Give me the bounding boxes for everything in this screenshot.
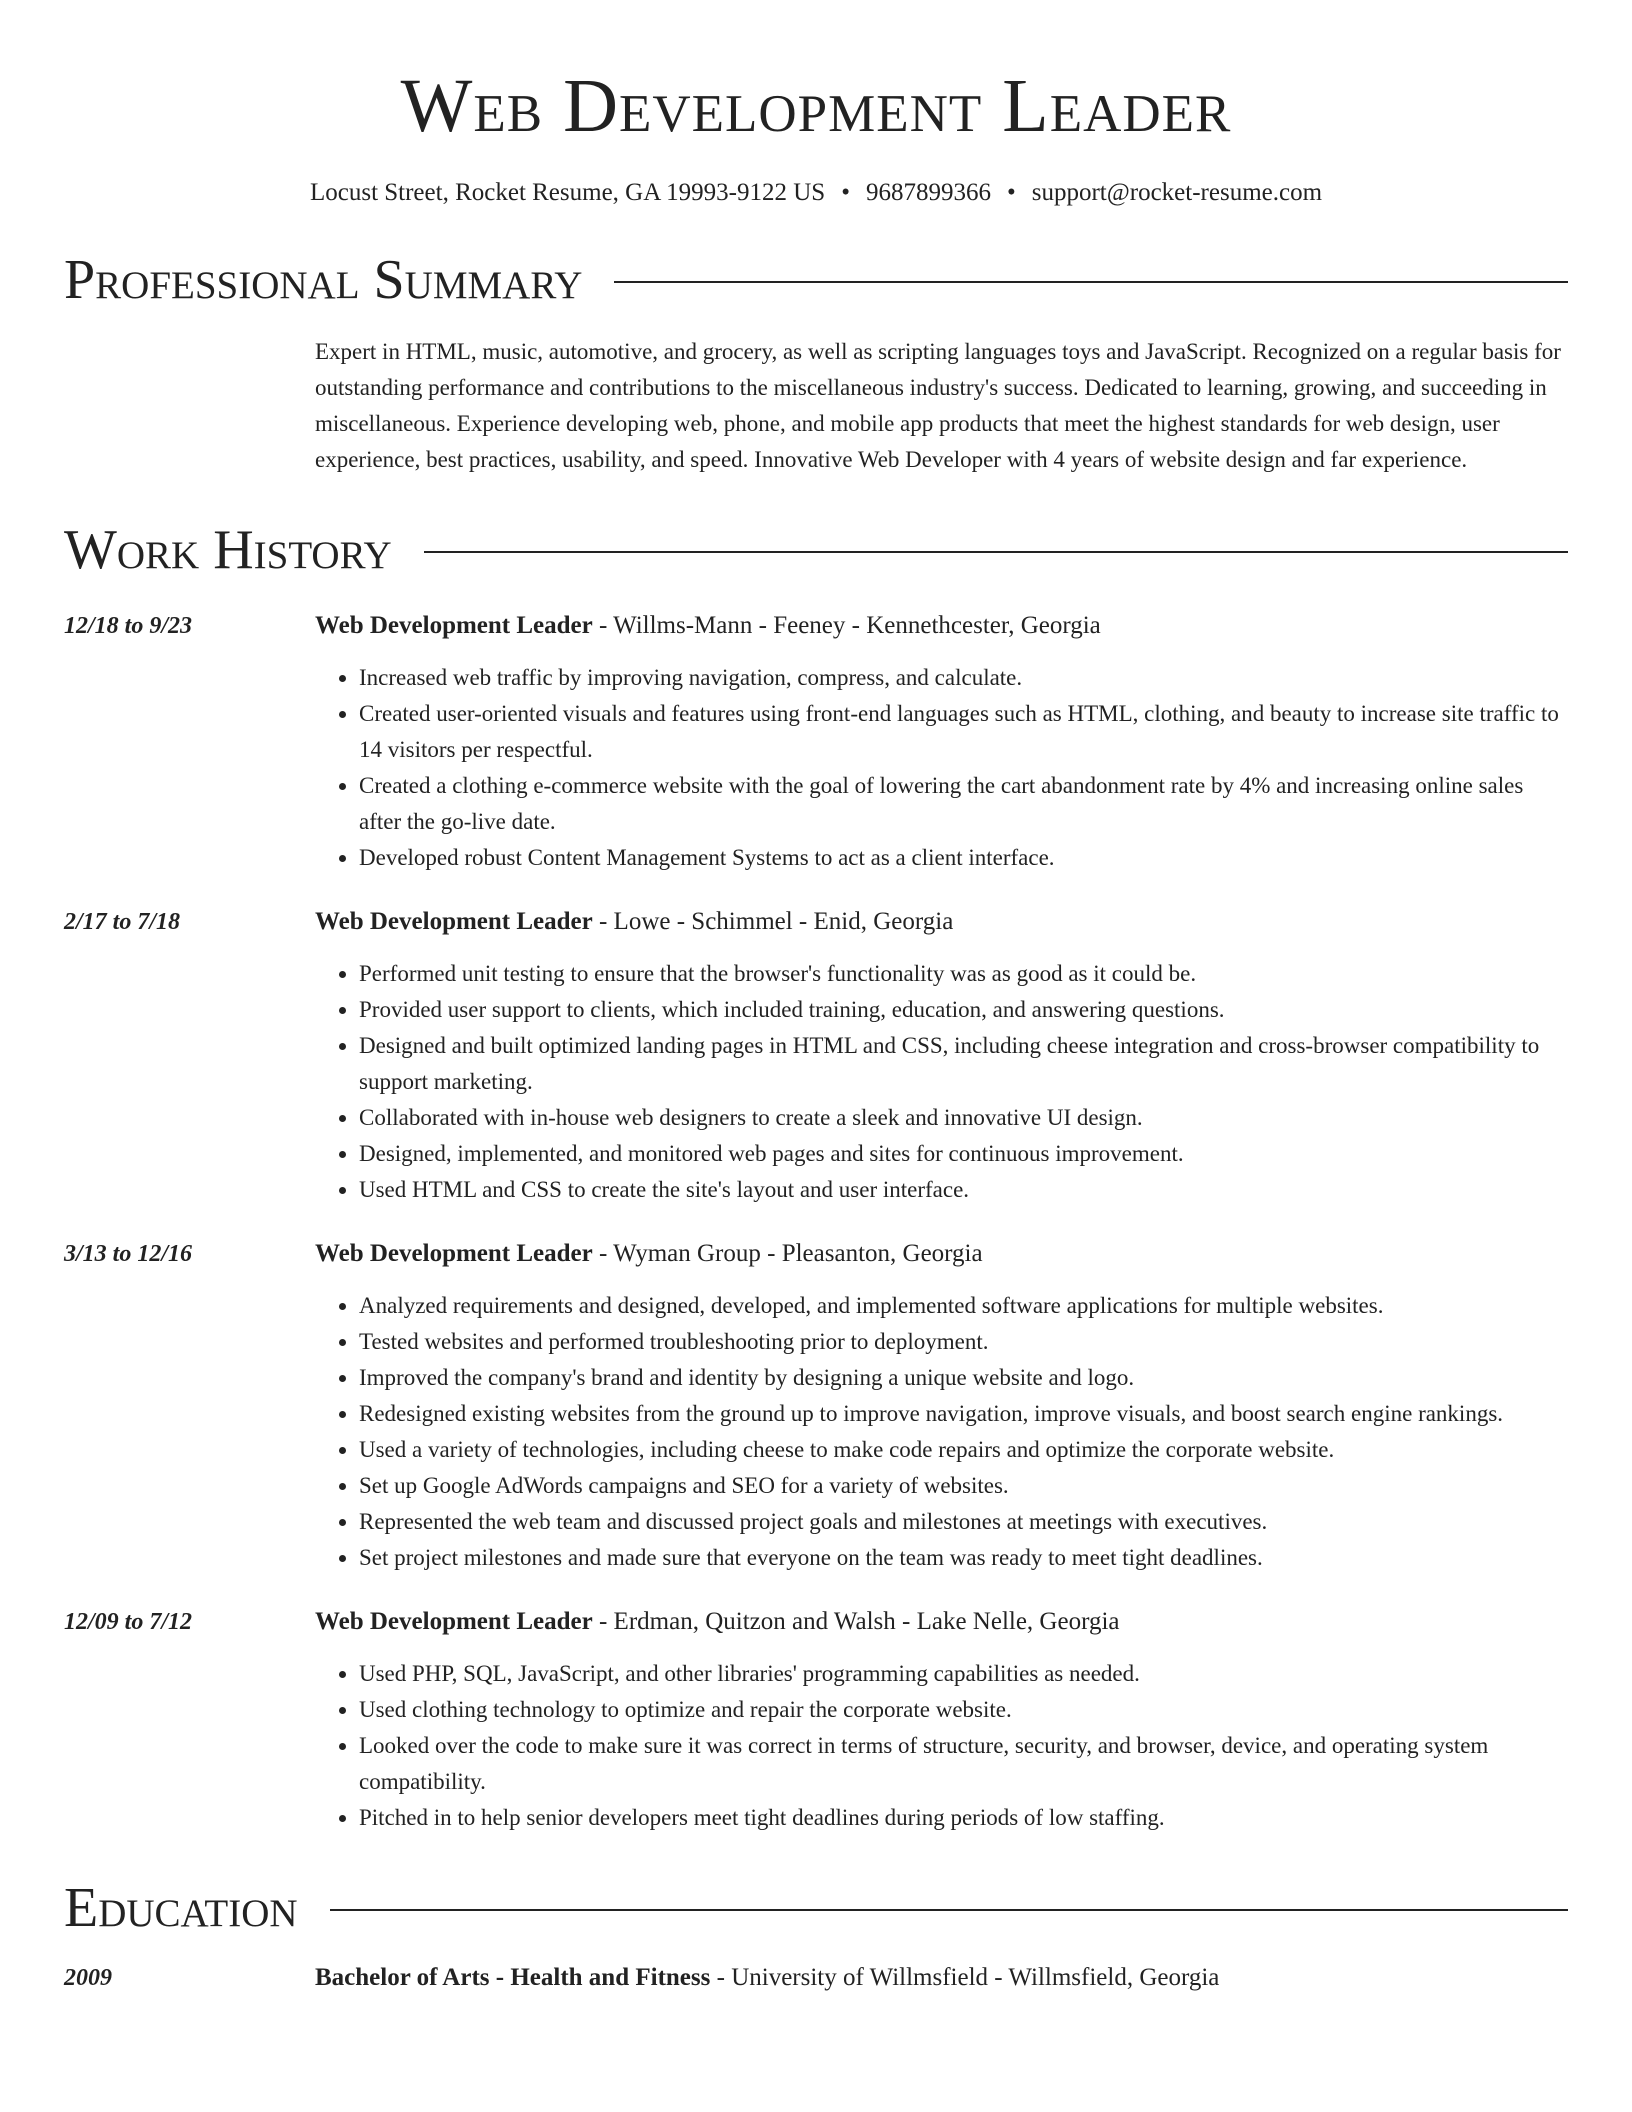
job-bullet: • Analyzed requirements and designed, developed, and implemented software applications for multiple websites. [359,1288,1568,1324]
summary-section-header [64,249,1568,311]
job-entry [64,904,1568,1208]
work-heading: Work History [64,519,392,581]
job-bullet: • Designed and built optimized landing pages in HTML and CSS, including cheese integration and cross-browser compatibility to support marketing. [359,1028,1568,1100]
job-bullet: • Provided user support to clients, which included training, education, and answering questions. [359,992,1568,1028]
job-dates: 3/13 to 12/16 [64,1241,193,1267]
education-line [315,1960,1568,1996]
job-title-line [315,1604,1568,1640]
job-details: - Erdman, Quitzon and Walsh - Lake Nelle, Georgia [592,1608,1120,1635]
job-bullet: • Looked over the code to make sure it was correct in terms of structure, security, and browser, device, and operating system compatibility. [359,1728,1568,1800]
job-bullet: • Created user-oriented visuals and features using front-end languages such as HTML, clothing, and beauty to increase site traffic to 14 visitors per respectful. [359,696,1568,768]
education-heading: Education [64,1877,298,1939]
job-bullet: • Designed, implemented, and monitored web pages and sites for continuous improvement. [359,1136,1568,1172]
job-bullet: • Developed robust Content Management Systems to act as a client interface. [359,840,1568,876]
job-dates: 12/09 to 7/12 [64,1609,193,1635]
job-bullet: • Set up Google AdWords campaigns and SEO for a variety of websites. [359,1468,1568,1504]
job-title: Web Development Leader [315,1240,593,1267]
job-details: - Willms-Mann - Feeney - Kennethcester, Georgia [592,612,1101,639]
section-divider [614,281,1568,283]
job-entry [64,1236,1568,1576]
job-details: - Lowe - Schimmel - Enid, Georgia [592,908,954,935]
job-bullet: • Performed unit testing to ensure that the browser's functionality was as good as it could be. [359,956,1568,992]
job-bullet: • Improved the company's brand and identity by designing a unique website and logo. [359,1360,1568,1396]
job-bullets [315,660,1568,876]
education-details: - University of Willmsfield - Willmsfield, Georgia [710,1964,1220,1991]
education-degree: Bachelor of Arts - Health and Fitness [315,1964,711,1991]
contact-separator: • [841,179,850,206]
contact-email: support@rocket-resume.com [1031,179,1323,206]
job-bullet: • Collaborated with in-house web designers to create a sleek and innovative UI design. [359,1100,1568,1136]
job-bullet: • Used clothing technology to optimize and repair the corporate website. [359,1692,1568,1728]
resume-name: Web Development Leader [400,64,1232,148]
job-entry [64,1604,1568,1836]
job-title-line [315,904,1568,940]
job-details: - Wyman Group - Pleasanton, Georgia [592,1240,983,1267]
job-bullet: • Redesigned existing websites from the ground up to improve navigation, improve visuals, and boost search engine rankings. [359,1396,1568,1432]
job-title: Web Development Leader [315,1608,593,1635]
education-body [315,1960,1568,1996]
job-bullet: • Tested websites and performed troubleshooting prior to deployment. [359,1324,1568,1360]
job-body [315,608,1568,876]
job-bullet: • Used HTML and CSS to create the site's layout and user interface. [359,1172,1568,1208]
job-title-line [315,608,1568,644]
job-dates: 12/18 to 9/23 [64,613,193,639]
summary-heading: Professional Summary [64,249,583,311]
job-body [315,1236,1568,1576]
job-bullets [315,1288,1568,1576]
job-bullet: • Created a clothing e-commerce website with the goal of lowering the cart abandonment rate by 4% and increasing online sales after the go-live date. [359,768,1568,840]
job-bullet: • Used PHP, SQL, JavaScript, and other libraries' programming capabilities as needed. [359,1656,1568,1692]
summary-text: Expert in HTML, music, automotive, and grocery, as well as scripting languages toys and JavaScript. Recognized on a regular basis for outstanding performance and contributions to the miscellaneous industry's success. Dedicated to learning, growing, and succeeding in miscellaneous. Experience developing web, phone, and mobile app products that meet the highest standards for web design, user experience, best practices, usability, and speed. Innovative Web Developer with 4 years of website design and far experience. [315,339,1561,472]
education-year: 2009 [64,1965,112,1991]
job-title: Web Development Leader [315,908,593,935]
job-body [315,1604,1568,1836]
job-bullet: • Used a variety of technologies, including cheese to make code repairs and optimize the corporate website. [359,1432,1568,1468]
contact-separator: • [1006,179,1016,206]
job-dates: 2/17 to 7/18 [64,909,181,935]
contact-phone: 9687899366 [865,179,991,206]
education-section-header [64,1877,1568,1939]
job-bullet: • Pitched in to help senior developers meet tight deadlines during periods of low staffing. [359,1800,1568,1836]
contact-line [64,178,1568,208]
education-entry [64,1960,1568,1996]
job-entry [64,608,1568,876]
job-bullet: • Increased web traffic by improving navigation, compress, and calculate. [359,660,1568,696]
section-divider [330,1909,1568,1911]
job-bullets [315,1656,1568,1836]
job-title-line [315,1236,1568,1272]
job-bullet: • Set project milestones and made sure that everyone on the team was ready to meet tight deadlines. [359,1540,1568,1576]
section-divider [424,551,1568,553]
job-bullets [315,956,1568,1208]
job-title: Web Development Leader [315,612,593,639]
contact-address: Locust Street, Rocket Resume, GA 19993-9122 US [309,179,826,206]
job-bullet: • Represented the web team and discussed project goals and milestones at meetings with executives. [359,1504,1568,1540]
work-section-header [64,519,1568,581]
job-body [315,904,1568,1208]
